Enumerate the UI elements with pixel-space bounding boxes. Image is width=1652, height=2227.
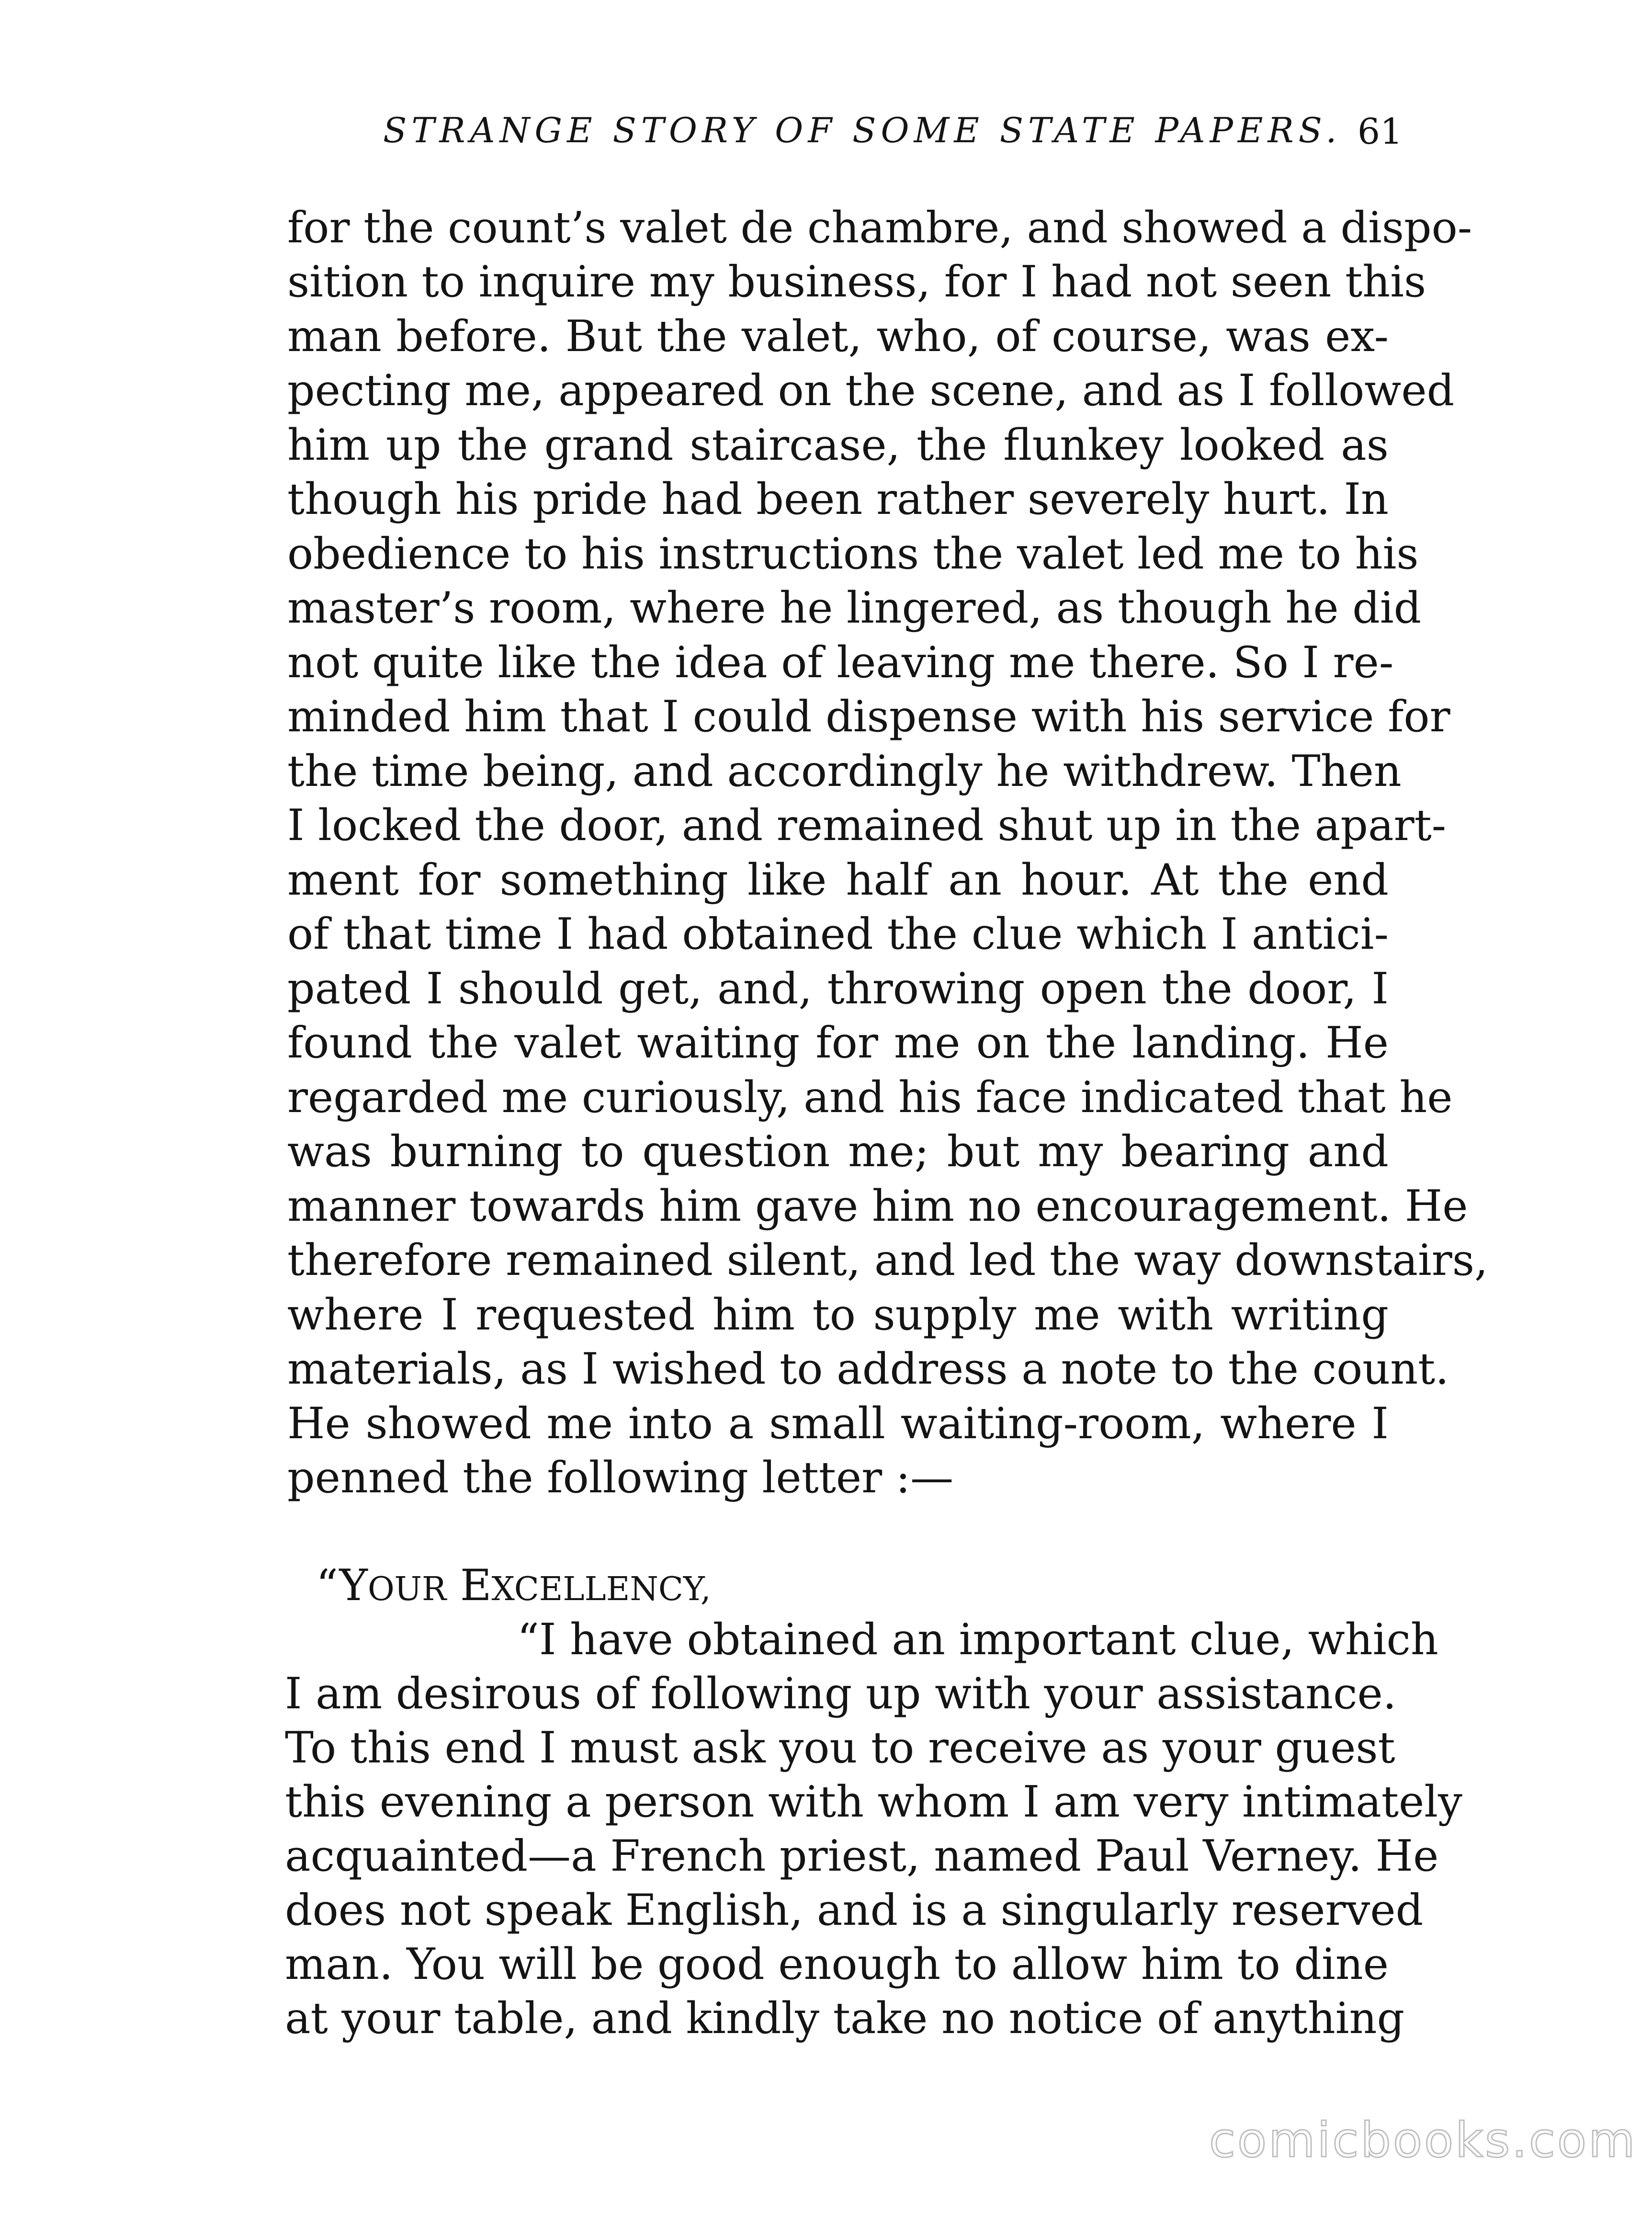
text-line: the time being, and accordingly he withdrew. Then: [287, 746, 1402, 796]
letter-line: this evening a person with whom I am very intimately: [285, 1777, 1462, 1827]
text-line: not quite like the idea of leaving me there. So I re-: [287, 637, 1394, 688]
text-line: therefore remained silent, and led the way downstairs,: [287, 1235, 1488, 1285]
salutation-initial: E: [460, 1560, 492, 1611]
letter-salutation: [316, 1559, 711, 1616]
text-line: for the count’s valet de chambre, and showed a dispo-: [287, 203, 1472, 253]
text-line: materials, as I wished to address a note to the count.: [287, 1344, 1449, 1394]
letter-line: at your table, and kindly take no notice of anything: [285, 1993, 1405, 2044]
text-line: I locked the door, and remained shut up in the apart-: [287, 800, 1447, 851]
text-line: pecting me, appeared on the scene, and as I followed: [287, 365, 1455, 416]
text-line: manner towards him gave him no encouragement. He: [287, 1181, 1468, 1231]
page-number: 61: [1358, 111, 1403, 152]
text-line: was burning to question me; but my bearing and: [287, 1126, 1389, 1177]
salutation-smallcaps: XCELLENCY,: [491, 1570, 711, 1608]
text-line: man before. But the valet, who, of course, was ex-: [287, 311, 1389, 362]
text-line: of that time I had obtained the clue which I antici-: [287, 909, 1389, 959]
text-line: regarded me curiously, and his face indicated that he: [287, 1072, 1453, 1123]
text-line: sition to inquire my business, for I had not seen this: [287, 257, 1426, 307]
text-line: though his pride had been rather severely hurt. In: [287, 474, 1389, 524]
text-line: him up the grand staircase, the flunkey looked as: [287, 420, 1389, 470]
letter-line: man. You will be good enough to allow him to dine: [285, 1939, 1389, 1989]
salutation-smallcaps: OUR: [367, 1570, 447, 1608]
text-line: pated I should get, and, throwing open the door, I: [287, 964, 1389, 1014]
letter-line: “I have obtained an important clue, which: [517, 1614, 1438, 1665]
text-line: minded him that I could dispense with his service for: [287, 692, 1450, 742]
text-line: master’s room, where he lingered, as though he did: [287, 583, 1422, 633]
salutation-initial: Y: [339, 1560, 368, 1611]
text-line: penned the following letter :—: [287, 1453, 954, 1503]
text-line: He showed me into a small waiting-room, where I: [287, 1398, 1389, 1449]
running-title: STRANGE STORY OF SOME STATE PAPERS.: [383, 110, 1342, 150]
site-watermark: comicbooks.com: [1209, 2112, 1637, 2168]
letter-line: does not speak English, and is a singularly reserved: [285, 1885, 1424, 1935]
letter-line: To this end I must ask you to receive as your guest: [285, 1723, 1395, 1773]
text-line: ment for something like half an hour. At the end: [287, 855, 1389, 905]
salutation-open-quote: “: [316, 1560, 339, 1611]
letter-line: I am desirous of following up with your assistance.: [285, 1669, 1397, 1719]
text-line: obedience to his instructions the valet led me to his: [287, 529, 1419, 579]
text-line: found the valet waiting for me on the landing. He: [287, 1018, 1389, 1068]
text-line: where I requested him to supply me with writing: [287, 1290, 1389, 1340]
letter-line: acquainted—a French priest, named Paul Verney. He: [285, 1831, 1439, 1881]
